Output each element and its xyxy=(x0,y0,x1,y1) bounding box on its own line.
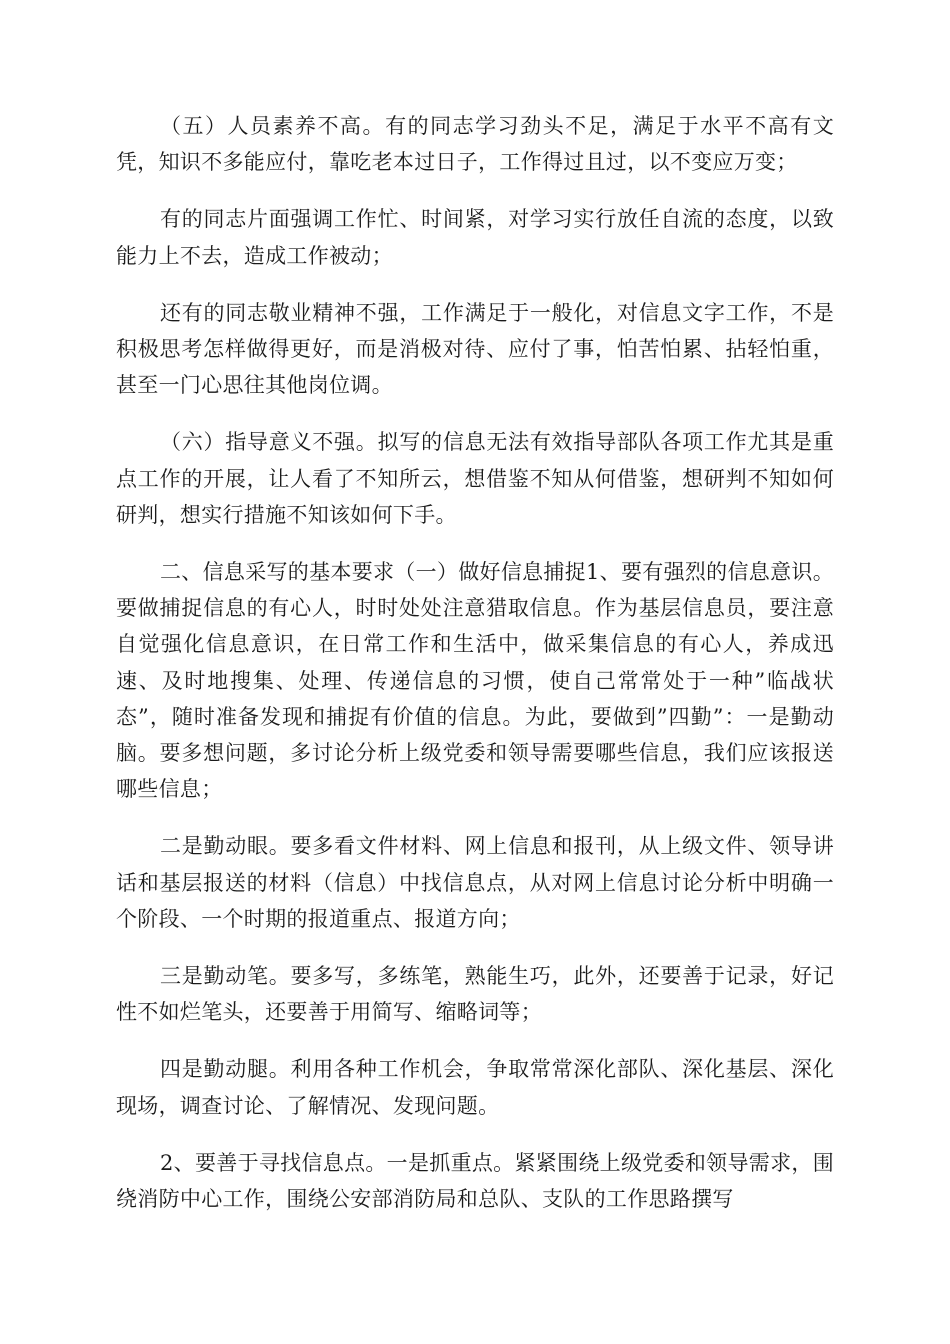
paragraph-8: 四是勤动腿。利用各种工作机会，争取常常深化部队、深化基层、深化现场，调查讨论、了解情况、发现问题。 xyxy=(116,1057,834,1118)
paragraph-4: （六）指导意义不强。拟写的信息无法有效指导部队各项工作尤其是重点工作的开展，让人看了不知所云，想借鉴不知从何借鉴，想研判不知如何研判，想实行措施不知该如何下手。 xyxy=(116,430,834,527)
paragraph-6: 二是勤动眼。要多看文件材料、网上信息和报刊，从上级文件、领导讲话和基层报送的材料（信息）中找信息点，从对网上信息讨论分析中明确一个阶段、一个时期的报道重点、报道方向； xyxy=(116,834,834,931)
paragraph-9: 2、要善于寻找信息点。一是抓重点。紧紧围绕上级党委和领导需求，围绕消防中心工作，围绕公安部消防局和总队、支队的工作思路撰写 xyxy=(116,1150,834,1212)
document-page xyxy=(116,108,834,1217)
paragraph-1: （五）人员素养不高。有的同志学习劲头不足，满足于水平不高有文凭，知识不多能应付，靠吃老本过日子，工作得过且过，以不变应万变； xyxy=(116,114,834,175)
paragraph-7: 三是勤动笔。要多写，多练笔，熟能生巧，此外，还要善于记录，好记性不如烂笔头，还要善于用简写、缩略词等； xyxy=(116,964,834,1025)
paragraph-2: 有的同志片面强调工作忙、时间紧，对学习实行放任自流的态度，以致能力上不去，造成工作被动； xyxy=(116,207,834,268)
paragraph-5: 二、信息采写的基本要求（一）做好信息捕捉1、要有强烈的信息意识。要做捕捉信息的有心人，时时处处注意猎取信息。作为基层信息员，要注意自觉强化信息意识，在日常工作和生活中，做采集信息的有心人，养成迅速、及时地搜集、处理、传递信息的习惯，使自己常常处于一种”临战状态”，随时准备发现和捕捉有价值的信息。为此，要做到”四勤”：一是勤动脑。要多想问题，多讨论分析上级党委和领导需要哪些信息，我们应该报送哪些信息； xyxy=(116,560,834,802)
paragraph-3: 还有的同志敬业精神不强，工作满足于一般化，对信息文字工作，不是积极思考怎样做得更好，而是消极对待、应付了事，怕苦怕累、拈轻怕重，甚至一门心思往其他岗位调。 xyxy=(116,300,834,398)
